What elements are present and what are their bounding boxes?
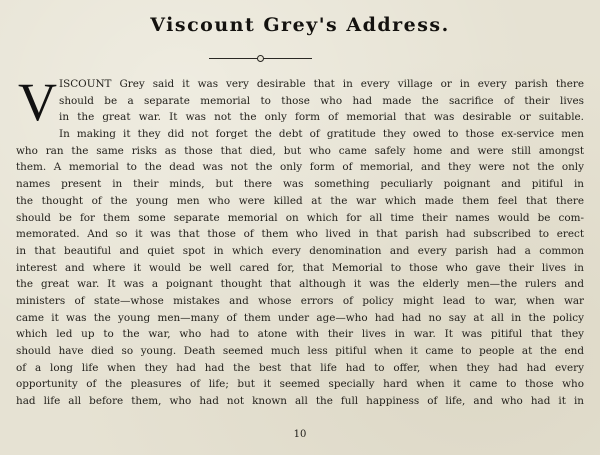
text-line: should be for them some separate memorial on which for all time their names would be com- bbox=[16, 211, 584, 224]
text-line: the thought of the young men who were killed at the war which made them feel that there bbox=[16, 194, 584, 207]
text-line: came it was the young men—many of them under age—who had had no say at all in the policy bbox=[16, 311, 584, 324]
page-title: Viscount Grey's Address. bbox=[150, 14, 450, 36]
text-line: ministers of state—whose mistakes and whose errors of policy might lead to war, when war bbox=[16, 294, 584, 307]
text-line: of a long life when they had had the best that life had to offer, when they had had every bbox=[16, 361, 584, 374]
text-line: had life all before them, who had not known all the full happiness of life, and who had it in bbox=[16, 395, 584, 408]
text-line: them. A memorial to the dead was not the only form of memorial, and they were not the only bbox=[16, 161, 584, 174]
text-line: who ran the same risks as those that died, but who came safely home and were still amongst bbox=[16, 144, 584, 157]
text-line: names present in their minds, but there was something peculiarly poignant and pitiful in bbox=[16, 178, 584, 191]
text-line: In making it they did not forget the debt of gratitude they owed to those ex-service men bbox=[59, 128, 584, 141]
text-line: in that beautiful and quiet spot in which every denomination and every parish had a common bbox=[16, 244, 584, 257]
drop-cap: V bbox=[18, 72, 57, 132]
divider-ornament-icon bbox=[257, 55, 264, 62]
body-text bbox=[16, 72, 584, 410]
text-line: should have died so young. Death seemed much less pitiful when it came to people at the end bbox=[16, 345, 584, 357]
text-line: which led up to the war, who had to atone with their lives in war. It was pitiful that they bbox=[16, 328, 584, 341]
text-line: interest and where it would be well cared for, that Memorial to those who gave their lives in bbox=[16, 261, 584, 274]
text-line: the great war. It was a poignant thought that although it was the elderly men—the rulers and bbox=[16, 278, 584, 291]
page-number: 10 bbox=[293, 429, 307, 440]
text-line: ISCOUNT Grey said it was very desirable that in every village or in every parish there bbox=[59, 78, 584, 90]
text-line: should be a separate memorial to those who had made the sacrifice of their lives bbox=[59, 94, 584, 107]
text-line: opportunity of the pleasures of life; but it seemed specially hard when it came to those who bbox=[16, 378, 584, 391]
text-line: memorated. And so it was that those of them who lived in that parish had subscribed to erect bbox=[16, 228, 584, 241]
text-line: in the great war. It was not the only form of memorial that was desirable or suitable. bbox=[59, 111, 584, 124]
